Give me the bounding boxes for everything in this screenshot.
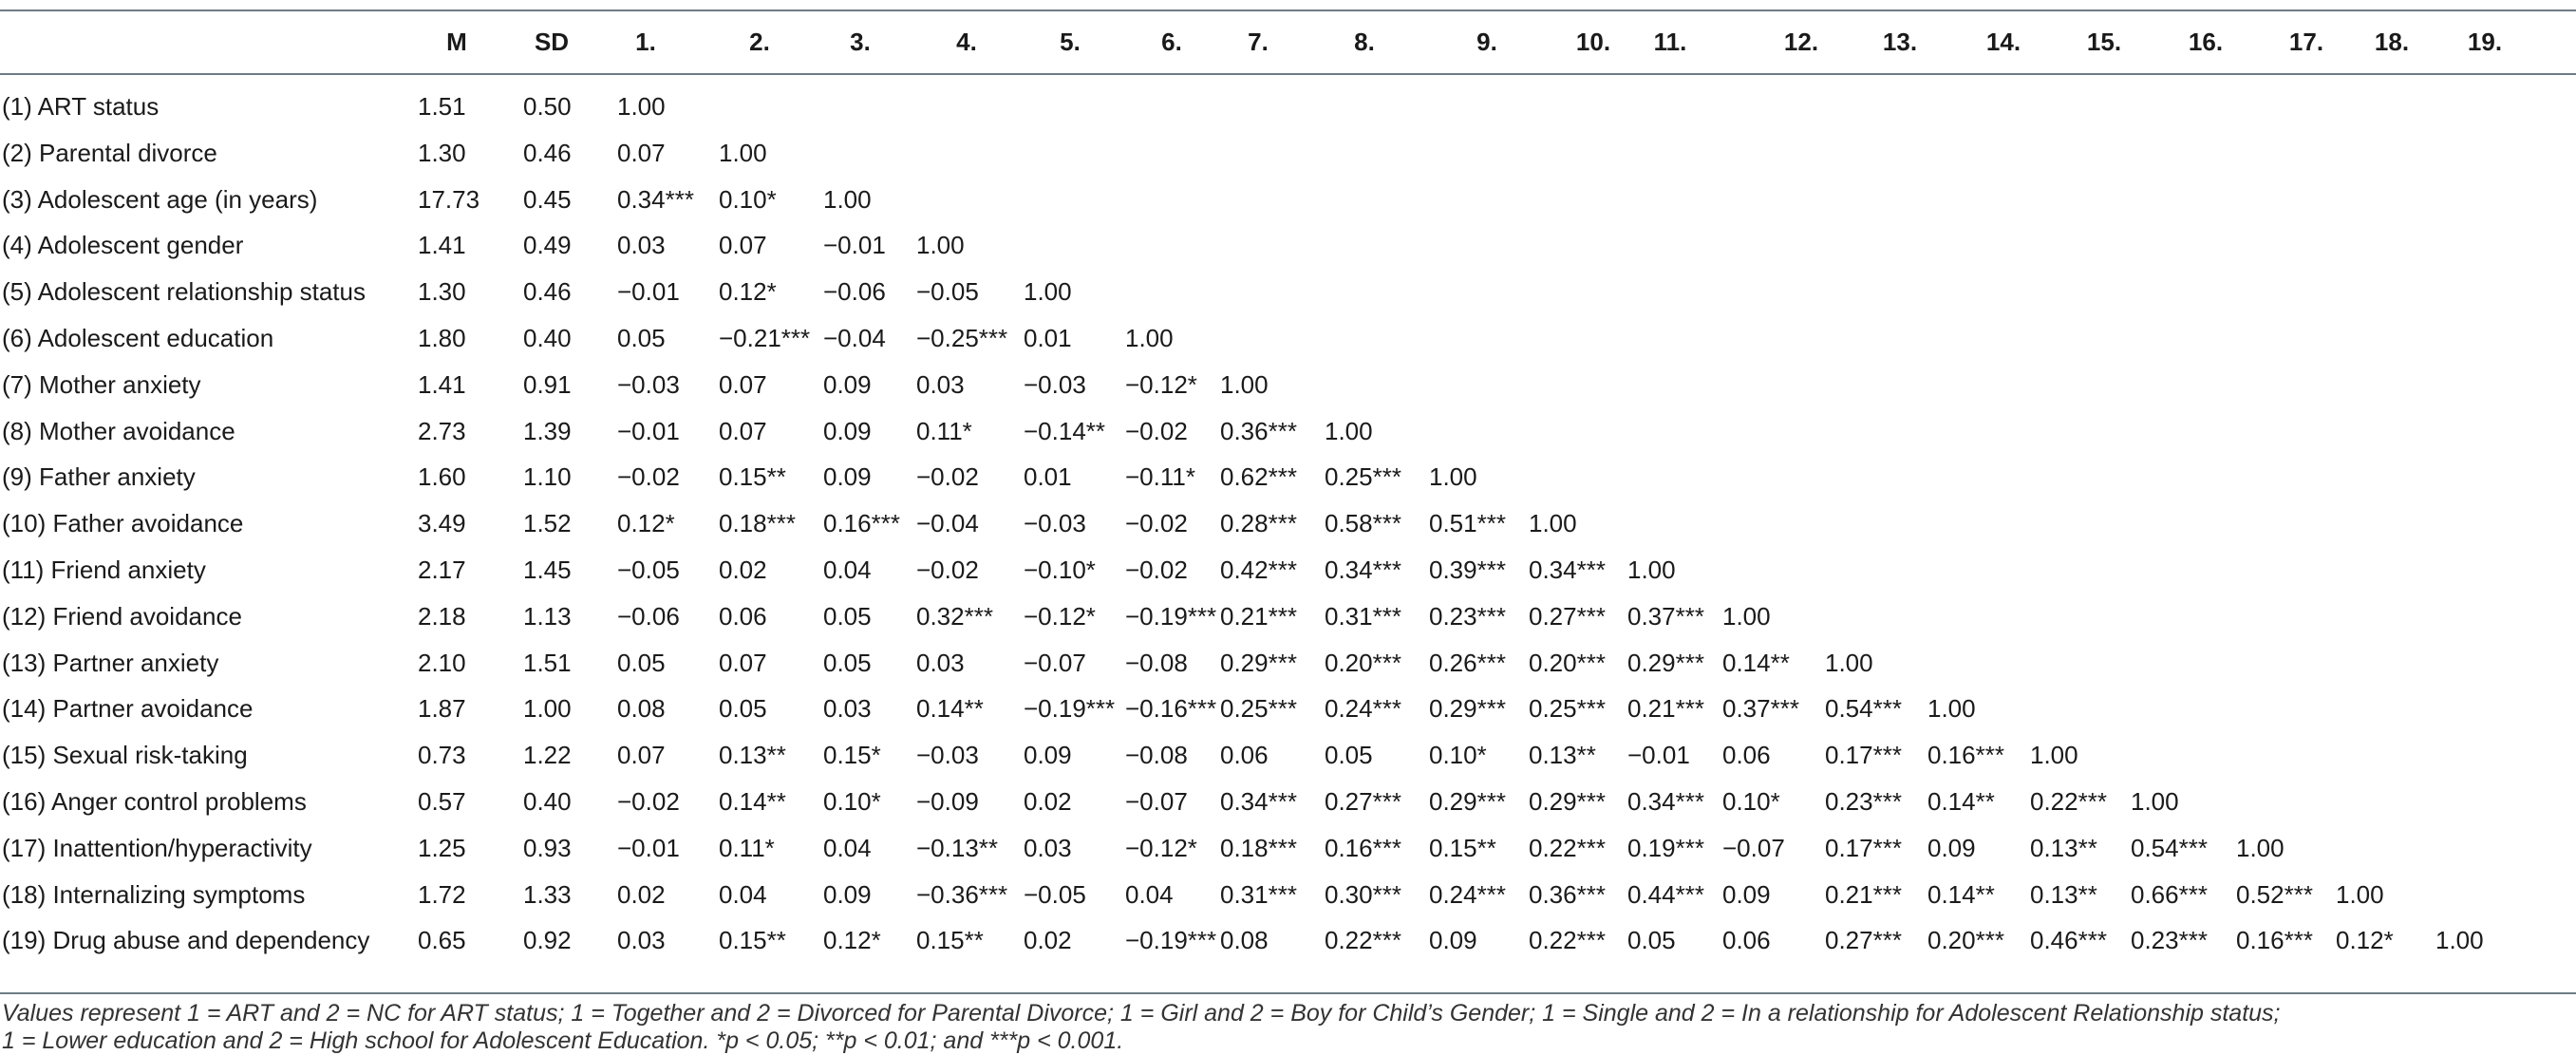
correlation-cell: 0.29*** bbox=[1429, 694, 1506, 723]
correlation-cell: 0.02 bbox=[617, 880, 666, 909]
correlation-cell: 0.27*** bbox=[1825, 926, 1902, 954]
correlation-cell: −0.01 bbox=[617, 834, 680, 862]
correlation-cell: 0.05 bbox=[1627, 926, 1676, 954]
row-label: (15) Sexual risk-taking bbox=[2, 741, 248, 769]
correlation-cell: −0.36*** bbox=[916, 880, 1008, 909]
correlation-cell: 0.06 bbox=[1220, 741, 1269, 769]
mean-cell: 1.41 bbox=[418, 370, 466, 399]
correlation-cell: −0.01 bbox=[617, 417, 680, 445]
mean-cell: 2.17 bbox=[418, 556, 466, 584]
correlation-cell: 0.04 bbox=[823, 556, 872, 584]
correlation-cell: −0.05 bbox=[617, 556, 680, 584]
correlation-cell: 0.06 bbox=[1722, 741, 1771, 769]
row-label: (17) Inattention/hyperactivity bbox=[2, 834, 312, 862]
mean-cell: 0.57 bbox=[418, 787, 466, 816]
correlation-cell: 0.16*** bbox=[1325, 834, 1401, 862]
correlation-cell: 1.00 bbox=[719, 139, 767, 167]
correlation-cell: 0.09 bbox=[823, 417, 872, 445]
correlation-cell: 1.00 bbox=[1024, 277, 1072, 306]
correlation-cell: 0.31*** bbox=[1325, 602, 1401, 631]
correlation-cell: 0.31*** bbox=[1220, 880, 1297, 909]
correlation-cell: 0.02 bbox=[719, 556, 767, 584]
correlation-cell: 0.36*** bbox=[1529, 880, 1606, 909]
correlation-cell: 1.00 bbox=[1627, 556, 1676, 584]
correlation-cell: −0.05 bbox=[916, 277, 979, 306]
correlation-cell: −0.02 bbox=[1125, 509, 1188, 537]
correlation-cell: 0.09 bbox=[823, 880, 872, 909]
correlation-cell: 0.23*** bbox=[1825, 787, 1902, 816]
mean-cell: 0.65 bbox=[418, 926, 466, 954]
correlation-cell: 0.21*** bbox=[1825, 880, 1902, 909]
correlation-cell: 0.09 bbox=[1429, 926, 1477, 954]
correlation-cell: −0.01 bbox=[823, 231, 886, 259]
correlation-cell: 0.17*** bbox=[1825, 834, 1902, 862]
correlation-cell: 1.00 bbox=[1927, 694, 1976, 723]
correlation-cell: 0.20*** bbox=[1927, 926, 2004, 954]
mean-cell: 2.10 bbox=[418, 649, 466, 677]
correlation-cell: 1.00 bbox=[823, 185, 872, 214]
correlation-cell: 0.21*** bbox=[1220, 602, 1297, 631]
correlation-cell: 0.18*** bbox=[1220, 834, 1297, 862]
row-label: (19) Drug abuse and dependency bbox=[2, 926, 370, 954]
correlation-cell: 0.26*** bbox=[1429, 649, 1506, 677]
correlation-cell: −0.12* bbox=[1125, 834, 1197, 862]
correlation-cell: 0.12* bbox=[719, 277, 777, 306]
table-header-rule bbox=[0, 73, 2576, 75]
correlation-cell: −0.08 bbox=[1125, 649, 1188, 677]
correlation-cell: 1.00 bbox=[617, 92, 666, 121]
correlation-cell: 0.05 bbox=[719, 694, 767, 723]
correlation-cell: 0.03 bbox=[1024, 834, 1072, 862]
sd-cell: 0.93 bbox=[523, 834, 572, 862]
correlation-cell: 0.30*** bbox=[1325, 880, 1401, 909]
correlation-cell: 0.07 bbox=[719, 370, 767, 399]
row-label: (4) Adolescent gender bbox=[2, 231, 244, 259]
mean-cell: 1.41 bbox=[418, 231, 466, 259]
correlation-cell: 0.54*** bbox=[1825, 694, 1902, 723]
column-header: 4. bbox=[956, 28, 977, 56]
column-header: 13. bbox=[1882, 28, 1918, 56]
correlation-cell: 0.13** bbox=[719, 741, 786, 769]
correlation-cell: −0.12* bbox=[1024, 602, 1096, 631]
correlation-cell: 0.14** bbox=[1722, 649, 1790, 677]
sd-cell: 1.39 bbox=[523, 417, 572, 445]
correlation-cell: −0.14** bbox=[1024, 417, 1106, 445]
table-bottom-rule bbox=[0, 992, 2576, 994]
correlation-cell: 0.28*** bbox=[1220, 509, 1297, 537]
column-header: 11. bbox=[1653, 28, 1687, 56]
column-header: 14. bbox=[1985, 28, 2021, 56]
correlation-cell: −0.07 bbox=[1125, 787, 1188, 816]
row-label: (14) Partner avoidance bbox=[2, 694, 254, 723]
correlation-cell: −0.19*** bbox=[1125, 926, 1217, 954]
mean-cell: 1.51 bbox=[418, 92, 466, 121]
correlation-cell: 0.16*** bbox=[1927, 741, 2004, 769]
correlation-cell: 1.00 bbox=[2336, 880, 2384, 909]
sd-cell: 0.50 bbox=[523, 92, 572, 121]
correlation-cell: 0.34*** bbox=[1220, 787, 1297, 816]
correlation-cell: 0.02 bbox=[1024, 926, 1072, 954]
correlation-cell: 0.22*** bbox=[1529, 834, 1606, 862]
correlation-cell: −0.19*** bbox=[1024, 694, 1116, 723]
correlation-cell: 1.00 bbox=[2030, 741, 2078, 769]
correlation-cell: 0.24*** bbox=[1325, 694, 1401, 723]
correlation-cell: −0.02 bbox=[1125, 417, 1188, 445]
column-header: 8. bbox=[1354, 28, 1375, 56]
correlation-cell: −0.06 bbox=[617, 602, 680, 631]
correlation-cell: −0.10* bbox=[1024, 556, 1096, 584]
correlation-cell: 0.09 bbox=[823, 370, 872, 399]
correlation-cell: 0.66*** bbox=[2131, 880, 2208, 909]
table-footnote-line-1: Values represent 1 = ART and 2 = NC for ART status; 1 = Together and 2 = Divorced for Parental Divorce; 1 = Girl and 2 = Boy for Child’s Gender; 1 = Single and 2 = In a relationship for Adolescent Relationship status; bbox=[2, 1000, 2281, 1027]
correlation-cell: 0.18*** bbox=[719, 509, 796, 537]
correlation-cell: 1.00 bbox=[2435, 926, 2484, 954]
correlation-cell: 0.13** bbox=[2030, 880, 2097, 909]
mean-cell: 1.30 bbox=[418, 277, 466, 306]
correlation-cell: 0.10* bbox=[1722, 787, 1780, 816]
correlation-cell: 0.07 bbox=[617, 139, 666, 167]
correlation-cell: 0.21*** bbox=[1627, 694, 1704, 723]
correlation-cell: 1.00 bbox=[1722, 602, 1771, 631]
correlation-cell: −0.02 bbox=[916, 462, 979, 491]
column-header: 15. bbox=[2086, 28, 2122, 56]
mean-cell: 1.30 bbox=[418, 139, 466, 167]
column-header: SD bbox=[534, 28, 570, 56]
correlation-cell: 0.20*** bbox=[1325, 649, 1401, 677]
row-label: (16) Anger control problems bbox=[2, 787, 307, 816]
correlation-cell: 0.16*** bbox=[823, 509, 900, 537]
sd-cell: 0.40 bbox=[523, 324, 572, 352]
row-label: (3) Adolescent age (in years) bbox=[2, 185, 318, 214]
table-top-rule bbox=[0, 9, 2576, 11]
correlation-cell: 0.34*** bbox=[1325, 556, 1401, 584]
correlation-cell: −0.09 bbox=[916, 787, 979, 816]
sd-cell: 0.91 bbox=[523, 370, 572, 399]
correlation-cell: 0.34*** bbox=[617, 185, 694, 214]
correlation-cell: 0.25*** bbox=[1529, 694, 1606, 723]
correlation-cell: 0.12* bbox=[617, 509, 675, 537]
correlation-cell: 0.62*** bbox=[1220, 462, 1297, 491]
correlation-cell: 0.15** bbox=[719, 926, 786, 954]
row-label: (7) Mother anxiety bbox=[2, 370, 201, 399]
correlation-cell: 0.09 bbox=[1927, 834, 1976, 862]
correlation-cell: 0.12* bbox=[823, 926, 881, 954]
row-label: (12) Friend avoidance bbox=[2, 602, 242, 631]
column-header: 10. bbox=[1575, 28, 1611, 56]
sd-cell: 1.22 bbox=[523, 741, 572, 769]
column-header: 6. bbox=[1161, 28, 1182, 56]
sd-cell: 0.92 bbox=[523, 926, 572, 954]
correlation-cell: 0.08 bbox=[617, 694, 666, 723]
sd-cell: 1.13 bbox=[523, 602, 572, 631]
correlation-cell: 0.34*** bbox=[1529, 556, 1606, 584]
correlation-cell: −0.03 bbox=[1024, 370, 1086, 399]
mean-cell: 0.73 bbox=[418, 741, 466, 769]
correlation-cell: 0.27*** bbox=[1325, 787, 1401, 816]
correlation-cell: 0.01 bbox=[1024, 462, 1072, 491]
correlation-cell: 0.58*** bbox=[1325, 509, 1401, 537]
correlation-cell: 0.07 bbox=[617, 741, 666, 769]
correlation-cell: 0.05 bbox=[823, 649, 872, 677]
column-header: 1. bbox=[635, 28, 656, 56]
correlation-cell: 0.04 bbox=[823, 834, 872, 862]
correlation-cell: 0.08 bbox=[1220, 926, 1269, 954]
sd-cell: 1.52 bbox=[523, 509, 572, 537]
correlation-cell: 0.16*** bbox=[2236, 926, 2313, 954]
correlation-cell: −0.02 bbox=[617, 787, 680, 816]
correlation-cell: 0.10* bbox=[1429, 741, 1487, 769]
correlation-cell: 0.29*** bbox=[1220, 649, 1297, 677]
correlation-cell: 0.05 bbox=[823, 602, 872, 631]
correlation-cell: 0.03 bbox=[916, 370, 965, 399]
correlation-cell: −0.13** bbox=[916, 834, 999, 862]
correlation-cell: 1.00 bbox=[1825, 649, 1873, 677]
correlation-cell: −0.12* bbox=[1125, 370, 1197, 399]
correlation-cell: 0.22*** bbox=[2030, 787, 2107, 816]
correlation-cell: 0.12* bbox=[2336, 926, 2394, 954]
sd-cell: 1.33 bbox=[523, 880, 572, 909]
correlation-cell: 0.07 bbox=[719, 649, 767, 677]
correlation-cell: −0.07 bbox=[1024, 649, 1086, 677]
correlation-cell: 0.17*** bbox=[1825, 741, 1902, 769]
correlation-cell: 1.00 bbox=[1220, 370, 1269, 399]
correlation-cell: 0.13** bbox=[2030, 834, 2097, 862]
correlation-cell: 0.05 bbox=[1325, 741, 1373, 769]
correlation-cell: 0.29*** bbox=[1429, 787, 1506, 816]
column-header: 9. bbox=[1476, 28, 1497, 56]
correlation-cell: 0.54*** bbox=[2131, 834, 2208, 862]
correlation-cell: 0.27*** bbox=[1529, 602, 1606, 631]
correlation-cell: 1.00 bbox=[1429, 462, 1477, 491]
correlation-cell: −0.11* bbox=[1125, 462, 1195, 491]
sd-cell: 0.40 bbox=[523, 787, 572, 816]
correlation-cell: 0.09 bbox=[1024, 741, 1072, 769]
correlation-cell: 0.13** bbox=[1529, 741, 1596, 769]
correlation-cell: −0.04 bbox=[916, 509, 979, 537]
correlation-cell: 0.15** bbox=[1429, 834, 1496, 862]
mean-cell: 1.80 bbox=[418, 324, 466, 352]
mean-cell: 17.73 bbox=[418, 185, 480, 214]
column-header: M bbox=[446, 28, 467, 56]
column-header: 3. bbox=[850, 28, 871, 56]
correlation-cell: 0.37*** bbox=[1627, 602, 1704, 631]
correlation-cell: 0.36*** bbox=[1220, 417, 1297, 445]
correlation-cell: 1.00 bbox=[1325, 417, 1373, 445]
correlation-cell: 0.03 bbox=[823, 694, 872, 723]
correlation-cell: −0.02 bbox=[1125, 556, 1188, 584]
correlation-cell: −0.03 bbox=[1024, 509, 1086, 537]
correlation-cell: 0.03 bbox=[916, 649, 965, 677]
correlation-cell: 0.01 bbox=[1024, 324, 1072, 352]
row-label: (1) ART status bbox=[2, 92, 160, 121]
correlation-cell: 0.06 bbox=[1722, 926, 1771, 954]
correlation-cell: 1.00 bbox=[1125, 324, 1174, 352]
correlation-cell: 0.14** bbox=[1927, 880, 1995, 909]
correlation-cell: 0.04 bbox=[1125, 880, 1174, 909]
sd-cell: 0.46 bbox=[523, 139, 572, 167]
correlation-cell: −0.02 bbox=[916, 556, 979, 584]
correlation-cell: −0.25*** bbox=[916, 324, 1008, 352]
row-label: (6) Adolescent education bbox=[2, 324, 274, 352]
row-label: (18) Internalizing symptoms bbox=[2, 880, 306, 909]
correlation-cell: 0.46*** bbox=[2030, 926, 2107, 954]
correlation-cell: 0.22*** bbox=[1325, 926, 1401, 954]
correlation-cell: 0.11* bbox=[916, 417, 972, 445]
correlation-cell: 0.29*** bbox=[1529, 787, 1606, 816]
correlation-cell: −0.02 bbox=[617, 462, 680, 491]
sd-cell: 1.00 bbox=[523, 694, 572, 723]
correlation-cell: 0.52*** bbox=[2236, 880, 2313, 909]
table-footnote-line-2: 1 = Lower education and 2 = High school for Adolescent Education. *p < 0.05; **p < 0.01; and ***p < 0.001. bbox=[2, 1027, 1124, 1054]
correlation-cell: 0.05 bbox=[617, 649, 666, 677]
correlation-cell: 0.39*** bbox=[1429, 556, 1506, 584]
correlation-cell: 0.20*** bbox=[1529, 649, 1606, 677]
sd-cell: 0.46 bbox=[523, 277, 572, 306]
correlation-cell: 1.00 bbox=[2131, 787, 2179, 816]
correlation-cell: 1.00 bbox=[1529, 509, 1577, 537]
correlation-cell: 0.15** bbox=[916, 926, 984, 954]
correlation-cell: 0.23*** bbox=[1429, 602, 1506, 631]
correlation-cell: 0.42*** bbox=[1220, 556, 1297, 584]
correlation-cell: −0.01 bbox=[1627, 741, 1690, 769]
row-label: (5) Adolescent relationship status bbox=[2, 277, 366, 306]
mean-cell: 2.18 bbox=[418, 602, 466, 631]
correlation-cell: 0.07 bbox=[719, 231, 767, 259]
column-header: 7. bbox=[1248, 28, 1269, 56]
correlation-cell: 0.19*** bbox=[1627, 834, 1704, 862]
sd-cell: 1.10 bbox=[523, 462, 572, 491]
correlation-cell: 0.14** bbox=[1927, 787, 1995, 816]
column-header: 19. bbox=[2467, 28, 2503, 56]
mean-cell: 1.72 bbox=[418, 880, 466, 909]
row-label: (8) Mother avoidance bbox=[2, 417, 235, 445]
correlation-cell: 0.06 bbox=[719, 602, 767, 631]
correlation-cell: 0.23*** bbox=[2131, 926, 2208, 954]
mean-cell: 1.60 bbox=[418, 462, 466, 491]
correlation-cell: −0.05 bbox=[1024, 880, 1086, 909]
row-label: (11) Friend anxiety bbox=[2, 556, 206, 584]
correlation-cell: 0.22*** bbox=[1529, 926, 1606, 954]
sd-cell: 0.49 bbox=[523, 231, 572, 259]
correlation-cell: 0.14** bbox=[719, 787, 786, 816]
row-label: (13) Partner anxiety bbox=[2, 649, 219, 677]
correlation-cell: 0.25*** bbox=[1325, 462, 1401, 491]
sd-cell: 1.45 bbox=[523, 556, 572, 584]
correlation-cell: 0.14** bbox=[916, 694, 984, 723]
correlation-cell: 0.03 bbox=[617, 926, 666, 954]
correlation-cell: −0.03 bbox=[617, 370, 680, 399]
correlation-cell: −0.06 bbox=[823, 277, 886, 306]
correlation-cell: 0.25*** bbox=[1220, 694, 1297, 723]
correlation-cell: 1.00 bbox=[916, 231, 965, 259]
column-header: 16. bbox=[2188, 28, 2224, 56]
mean-cell: 1.87 bbox=[418, 694, 466, 723]
correlation-cell: −0.07 bbox=[1722, 834, 1785, 862]
correlation-cell: −0.21*** bbox=[719, 324, 811, 352]
correlation-cell: 0.37*** bbox=[1722, 694, 1799, 723]
correlation-cell: 0.05 bbox=[617, 324, 666, 352]
column-header: 18. bbox=[2374, 28, 2410, 56]
correlation-cell: 0.34*** bbox=[1627, 787, 1704, 816]
correlation-cell: 0.10* bbox=[823, 787, 881, 816]
column-header: 17. bbox=[2288, 28, 2324, 56]
correlation-cell: 0.02 bbox=[1024, 787, 1072, 816]
sd-cell: 0.45 bbox=[523, 185, 572, 214]
sd-cell: 1.51 bbox=[523, 649, 572, 677]
correlation-cell: 0.11* bbox=[719, 834, 775, 862]
correlation-cell: 0.15** bbox=[719, 462, 786, 491]
correlation-cell: −0.19*** bbox=[1125, 602, 1217, 631]
row-label: (10) Father avoidance bbox=[2, 509, 244, 537]
column-header: 5. bbox=[1060, 28, 1081, 56]
row-label: (2) Parental divorce bbox=[2, 139, 217, 167]
correlation-cell: 0.09 bbox=[1722, 880, 1771, 909]
column-header: 2. bbox=[749, 28, 770, 56]
column-header: 12. bbox=[1783, 28, 1819, 56]
correlation-cell: 0.44*** bbox=[1627, 880, 1704, 909]
correlation-cell: 0.10* bbox=[719, 185, 777, 214]
correlation-cell: −0.16*** bbox=[1125, 694, 1217, 723]
correlation-cell: 0.51*** bbox=[1429, 509, 1506, 537]
correlation-cell: 1.00 bbox=[2236, 834, 2285, 862]
correlation-cell: −0.03 bbox=[916, 741, 979, 769]
correlation-cell: 0.03 bbox=[617, 231, 666, 259]
mean-cell: 2.73 bbox=[418, 417, 466, 445]
correlation-cell: 0.09 bbox=[823, 462, 872, 491]
correlation-cell: 0.15* bbox=[823, 741, 881, 769]
correlation-cell: −0.08 bbox=[1125, 741, 1188, 769]
correlation-cell: 0.29*** bbox=[1627, 649, 1704, 677]
correlation-cell: 0.07 bbox=[719, 417, 767, 445]
mean-cell: 3.49 bbox=[418, 509, 466, 537]
correlation-cell: 0.24*** bbox=[1429, 880, 1506, 909]
correlation-cell: −0.01 bbox=[617, 277, 680, 306]
correlation-cell: 0.32*** bbox=[916, 602, 993, 631]
correlation-cell: 0.04 bbox=[719, 880, 767, 909]
correlation-cell: −0.04 bbox=[823, 324, 886, 352]
row-label: (9) Father anxiety bbox=[2, 462, 196, 491]
mean-cell: 1.25 bbox=[418, 834, 466, 862]
